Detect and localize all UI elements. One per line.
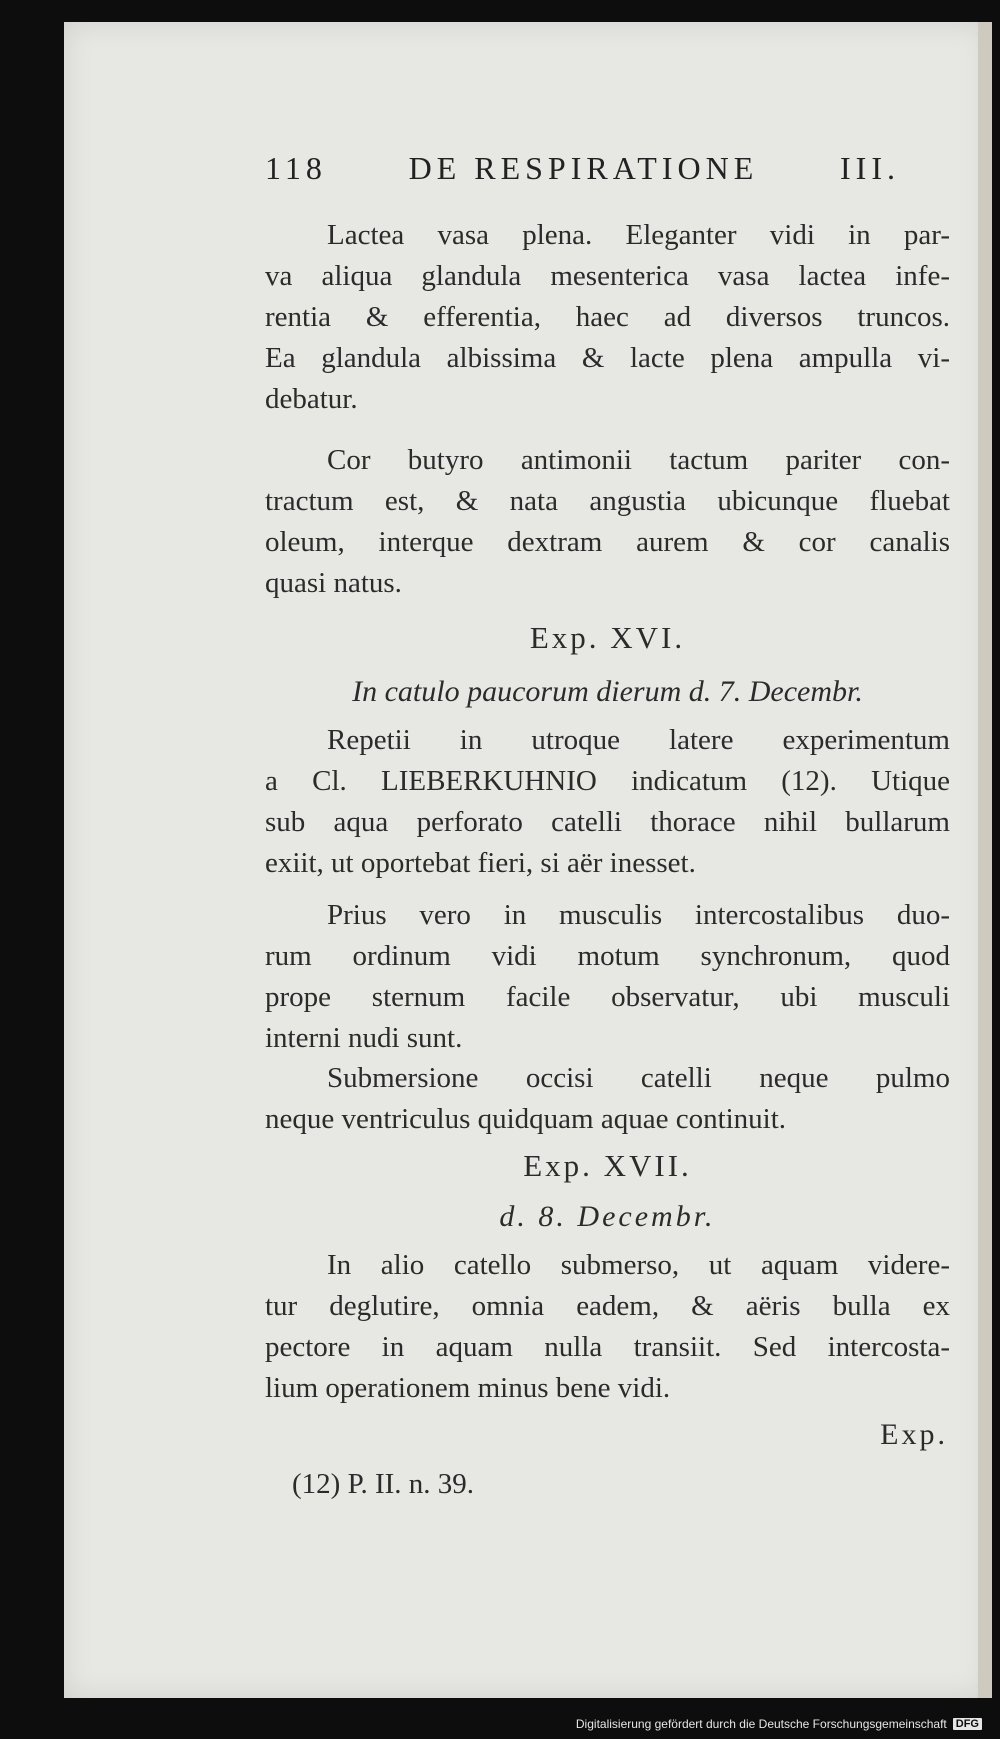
- text-line: Lactea vasa plena. Eleganter vidi in par-: [327, 219, 950, 251]
- page-number: 118: [265, 150, 327, 186]
- exp-17-heading: Exp. XVII.: [523, 1148, 692, 1183]
- catchword: Exp.: [880, 1418, 948, 1451]
- dfg-logo-icon: DFG: [953, 1718, 982, 1730]
- running-title: DE RESPIRATIONE: [408, 150, 759, 186]
- paragraph-prius: [265, 895, 950, 1059]
- text-line: oleum, interque dextram aurem & cor canalis: [265, 526, 950, 558]
- paragraph-in-alio: [265, 1245, 950, 1409]
- exp-17-subheading: d. 8. Decembr.: [499, 1200, 716, 1233]
- text-line: Repetii in utroque latere experimentum: [327, 724, 950, 756]
- text-line: pectore in aquam nulla transiit. Sed intercosta-: [265, 1331, 950, 1363]
- paragraph-lactea: [265, 215, 950, 420]
- credit-text: Digitalisierung gefördert durch die Deutsche Forschungsgemeinschaft: [575, 1717, 947, 1731]
- running-header: [265, 150, 900, 187]
- text-line: Prius vero in musculis intercostalibus duo-: [327, 899, 950, 931]
- paragraph-cor: [265, 440, 950, 604]
- text-line: tur deglutire, omnia eadem, & aëris bulla ex: [265, 1290, 950, 1322]
- page-edge: [978, 22, 992, 1698]
- text-line: va aliqua glandula mesenterica vasa lactea infe-: [265, 260, 950, 292]
- text-line: rentia & efferentia, haec ad diversos truncos.: [265, 301, 950, 333]
- text-line: Submersione occisi catelli neque pulmo: [327, 1062, 950, 1094]
- exp-16-heading: Exp. XVI.: [529, 620, 686, 655]
- book-number: III.: [840, 150, 900, 186]
- text-line: a Cl. LIEBERKUHNIO indicatum (12). Utique: [265, 765, 950, 797]
- text-line: exiit, ut oportebat fieri, si aër inesset.: [265, 847, 696, 879]
- footnote: (12) P. II. n. 39.: [292, 1468, 475, 1500]
- text-line: neque ventriculus quidquam aquae continuit.: [265, 1103, 787, 1135]
- text-line: sub aqua perforato catelli thorace nihil bullarum: [265, 806, 950, 838]
- text-line: quasi natus.: [265, 567, 402, 599]
- text-line: lium operationem minus bene vidi.: [265, 1372, 671, 1404]
- exp-16-subheading: In catulo paucorum dierum d. 7. Decembr.: [352, 675, 863, 708]
- paragraph-submersione: [265, 1058, 950, 1140]
- text-line: Ea glandula albissima & lacte plena ampulla vi-: [265, 342, 950, 374]
- text-line: Cor butyro antimonii tactum pariter con-: [327, 444, 950, 476]
- text-line: interni nudi sunt.: [265, 1022, 463, 1054]
- text-line: prope sternum facile observatur, ubi musculi: [265, 981, 950, 1013]
- digitization-credit: [576, 1717, 982, 1731]
- text-line: debatur.: [265, 383, 358, 415]
- text-line: tractum est, & nata angustia ubicunque fluebat: [265, 485, 950, 517]
- text-line: rum ordinum vidi motum synchronum, quod: [265, 940, 950, 972]
- paragraph-repetii: [265, 720, 950, 884]
- text-line: In alio catello submerso, ut aquam videre-: [327, 1249, 950, 1281]
